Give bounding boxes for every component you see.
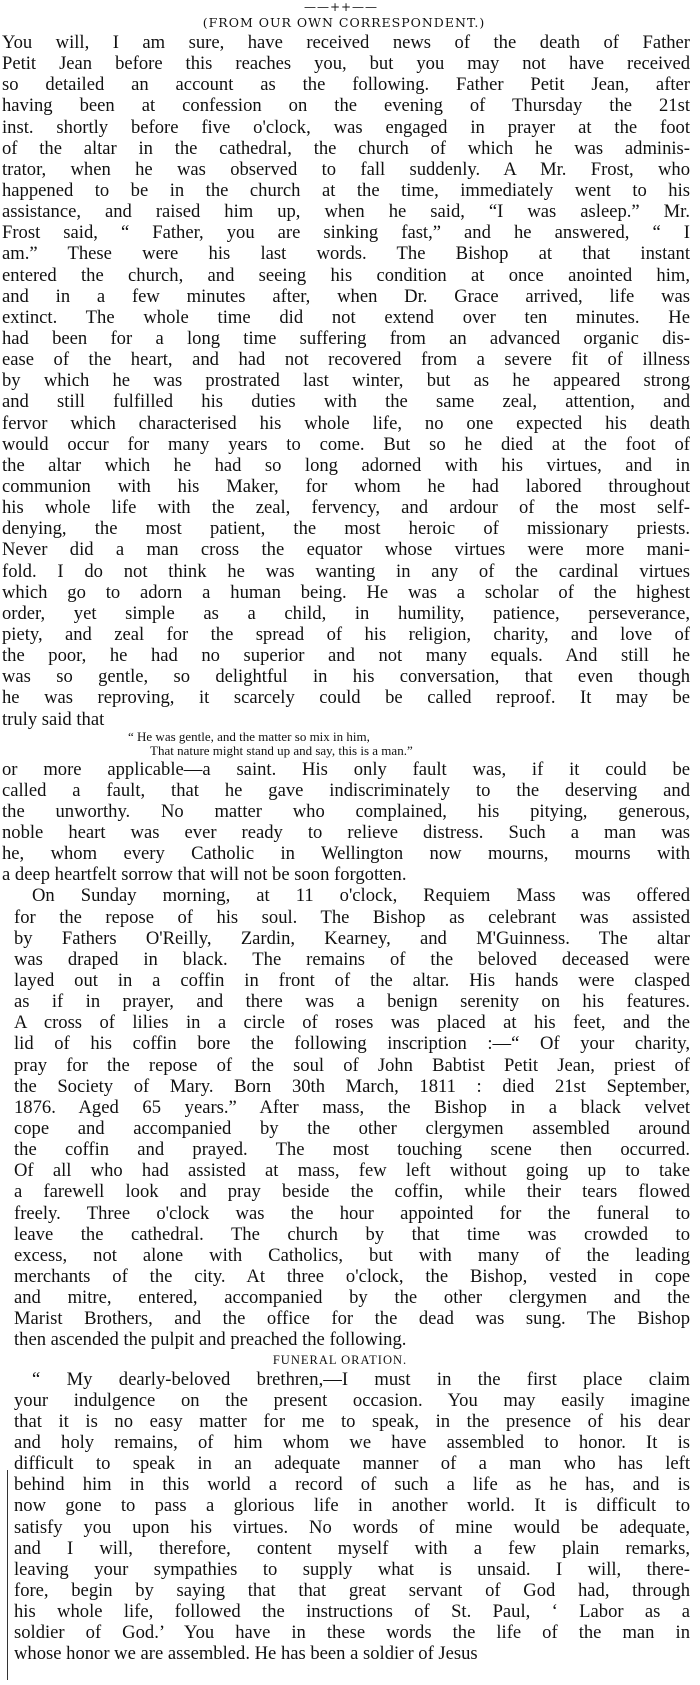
- text-line: the Society of Mary. Born 30th March, 1811 : died 21st September,: [14, 1075, 690, 1097]
- poetry-quote: [0, 730, 700, 759]
- text-line: leaving your sympathies to supply what is unsaid. I will, there-: [14, 1558, 690, 1580]
- text-line: Marist Brothers, and the office for the dead was sung. The Bishop: [14, 1308, 690, 1330]
- text-line: so detailed an account as the following. Father Petit Jean, after: [2, 74, 690, 96]
- margin-rule: [7, 1470, 8, 1680]
- text-line: piety, and zeal for the spread of his religion, charity, and love of: [2, 623, 690, 645]
- byline: (FROM OUR OWN CORRESPONDENT.): [202, 15, 486, 30]
- text-line: ease of the heart, and had not recovered from a severe fit of illness: [2, 349, 690, 371]
- text-line: then ascended the pulpit and preached the following.: [14, 1329, 407, 1351]
- text-line: for the repose of his soul. The Bishop as celebrant was assisted: [14, 906, 690, 928]
- text-line: his whole life, followed the instructions of St. Paul, ‘ Labor as a: [14, 1601, 690, 1623]
- text-line: leave the cathedral. The church by that time was crowded to: [14, 1223, 690, 1245]
- text-line: communion with his Maker, for whom he had labored throughout: [2, 475, 690, 497]
- text-line: having been at confession on the evening of Thursday the 21st: [2, 95, 690, 117]
- text-line: You will, I am sure, have received news of the death of Father: [2, 32, 690, 53]
- quote-line: “ He was gentle, and the matter so mix in him,: [128, 728, 370, 744]
- text-line: extinct. The whole time did not extend over ten minutes. He: [2, 306, 690, 328]
- text-line: fervor which characterised his whole life, no one expected his death: [2, 412, 690, 434]
- paragraph-funeral-oration: [0, 1369, 700, 1665]
- text-line: difficult to speak in an adequate manner of a man who has left: [14, 1453, 690, 1475]
- text-line: his whole life with the zeal, fervency, and ardour of the most self-: [2, 497, 690, 519]
- text-line: freely. Three o'clock was the hour appointed for the funeral to: [14, 1202, 690, 1224]
- text-line: merchants of the city. At three o'clock, the Bishop, vested in cope: [14, 1266, 690, 1288]
- text-line: fold. I do not think he was wanting in any of the cardinal virtues: [2, 560, 690, 582]
- text-line: Of all who had assisted at mass, few left without going up to take: [14, 1160, 690, 1182]
- paragraph-death-account: [0, 32, 700, 730]
- text-line: denying, the most patient, the most heroic of missionary priests.: [2, 518, 690, 540]
- text-line: lid of his coffin bore the following inscription :—“ Of your charity,: [14, 1033, 690, 1055]
- paragraph-saint: [0, 759, 700, 886]
- text-line: and mitre, entered, accompanied by the other clergymen and the: [14, 1287, 690, 1309]
- text-line: and still fulfilled his duties with the same zeal, attention, and: [2, 391, 690, 413]
- text-line: fore, begin by saying that that great servant of God had, through: [14, 1579, 690, 1601]
- text-line: your indulgence on the present occasion. You may easily imagine: [14, 1389, 690, 1411]
- text-line: am.” These were his last words. The Bishop at that instant: [2, 243, 690, 265]
- article-body: [0, 32, 700, 1665]
- text-line: layed out in a coffin in front of the altar. His hands were clasped: [14, 970, 690, 992]
- text-line: a farewell look and pray beside the coffin, while their tears flowed: [14, 1181, 690, 1203]
- text-line: “ My dearly-beloved brethren,—I must in the first place claim: [32, 1368, 690, 1390]
- text-line: of the altar in the cathedral, the church of which he was adminis-: [2, 137, 690, 159]
- paragraph-requiem-mass: [0, 885, 700, 1350]
- text-line: the altar which he had so long adorned with his virtues, and in: [2, 454, 690, 476]
- text-line: as if in prayer, and there was a benign serenity on his features.: [14, 991, 690, 1013]
- text-line: happened to be in the church at the time, immediately went to his: [2, 179, 690, 201]
- text-line: whose honor we are assembled. He has been a soldier of Jesus: [14, 1643, 478, 1665]
- text-line: the coffin and prayed. The most touching scene then occurred.: [14, 1139, 690, 1161]
- text-line: the unworthy. No matter who complained, his pitying, generous,: [2, 800, 690, 822]
- text-line: by which he was prostrated last winter, but as he appeared strong: [2, 370, 690, 392]
- text-line: or more applicable—a saint. His only fault was, if it could be: [2, 758, 690, 780]
- text-line: and holy remains, of him whom we have assembled to honor. It is: [14, 1432, 690, 1453]
- text-line: cope and accompanied by the other clergymen assembled around: [14, 1118, 690, 1140]
- text-line: by Fathers O'Reilly, Zardin, Kearney, and M'Guinness. The altar: [14, 927, 690, 949]
- text-line: 1876. Aged 65 years.” After mass, the Bishop in a black velvet: [14, 1096, 690, 1118]
- text-line: excess, not alone with Catholics, but with many of the leading: [14, 1244, 690, 1266]
- text-line: pray for the repose of the soul of John Babtist Petit Jean, priest of: [14, 1054, 690, 1076]
- text-line: A cross of lilies in a circle of roses was placed at his feet, and the: [14, 1012, 690, 1034]
- text-line: and I will, therefore, content myself with a few plain remarks,: [14, 1537, 690, 1559]
- text-line: On Sunday morning, at 11 o'clock, Requiem Mass was offered: [32, 885, 690, 907]
- text-line: called a fault, that he gave indiscriminately to the deserving and: [2, 779, 690, 801]
- text-line: had been for a long time suffering from an advanced organic dis-: [2, 327, 690, 349]
- text-line: which go to adorn a human being. He was a scholar of the highest: [2, 581, 690, 603]
- text-line: the poor, he had no superior and not many equals. And still he: [2, 645, 690, 667]
- text-line: that it is no easy matter for me to speak, in the presence of his dear: [14, 1410, 690, 1432]
- text-line: behind him in this world a record of such a life as he has, and is: [14, 1474, 690, 1496]
- quote-line: That nature might stand up and say, this is a man.”: [150, 743, 413, 759]
- text-line: a deep heartfelt sorrow that will not be soon forgotten.: [2, 864, 407, 886]
- text-line: satisfy you upon his virtues. No words of mine would be adequate,: [14, 1516, 690, 1538]
- text-line: inst. shortly before five o'clock, was engaged in prayer at the foot: [2, 116, 690, 138]
- text-line: now gone to pass a glorious life in another world. It is difficult to: [14, 1495, 690, 1517]
- text-line: Never did a man cross the equator whose virtues were more mani-: [2, 539, 690, 561]
- text-line: assistance, and raised him up, when he said, “I was asleep.” Mr.: [2, 201, 690, 223]
- text-line: was draped in black. The remains of the beloved deceased were: [14, 948, 690, 970]
- text-line: was so gentle, so delightful in his conversation, that even though: [2, 666, 690, 688]
- text-line: entered the church, and seeing his condition at once anointed him,: [2, 264, 690, 286]
- text-line: would occur for many years to come. But so he died at the foot of: [2, 433, 690, 455]
- section-ornament: ——++——: [303, 0, 379, 14]
- text-line: he, whom every Catholic in Wellington now mourns, mourns with: [2, 843, 690, 865]
- text-line: Petit Jean before this reaches you, but you may not have received: [2, 53, 690, 75]
- text-line: and in a few minutes after, when Dr. Grace arrived, life was: [2, 285, 690, 307]
- text-line: order, yet simple as a child, in humility, patience, perseverance,: [2, 602, 690, 624]
- text-line: he was reproving, it scarcely could be called reproof. It may be: [2, 687, 690, 709]
- text-line: truly said that: [2, 708, 105, 730]
- text-line: noble heart was ever ready to relieve distress. Such a man was: [2, 822, 690, 844]
- text-line: Frost said, “ Father, you are sinking fast,” and he answered, “ I: [2, 222, 690, 244]
- text-line: trator, when he was observed to fall suddenly. A Mr. Frost, who: [2, 158, 690, 180]
- section-heading: FUNERAL ORATION.: [272, 1352, 408, 1367]
- text-line: soldier of God.’ You have in these words the life of the man in: [14, 1622, 690, 1644]
